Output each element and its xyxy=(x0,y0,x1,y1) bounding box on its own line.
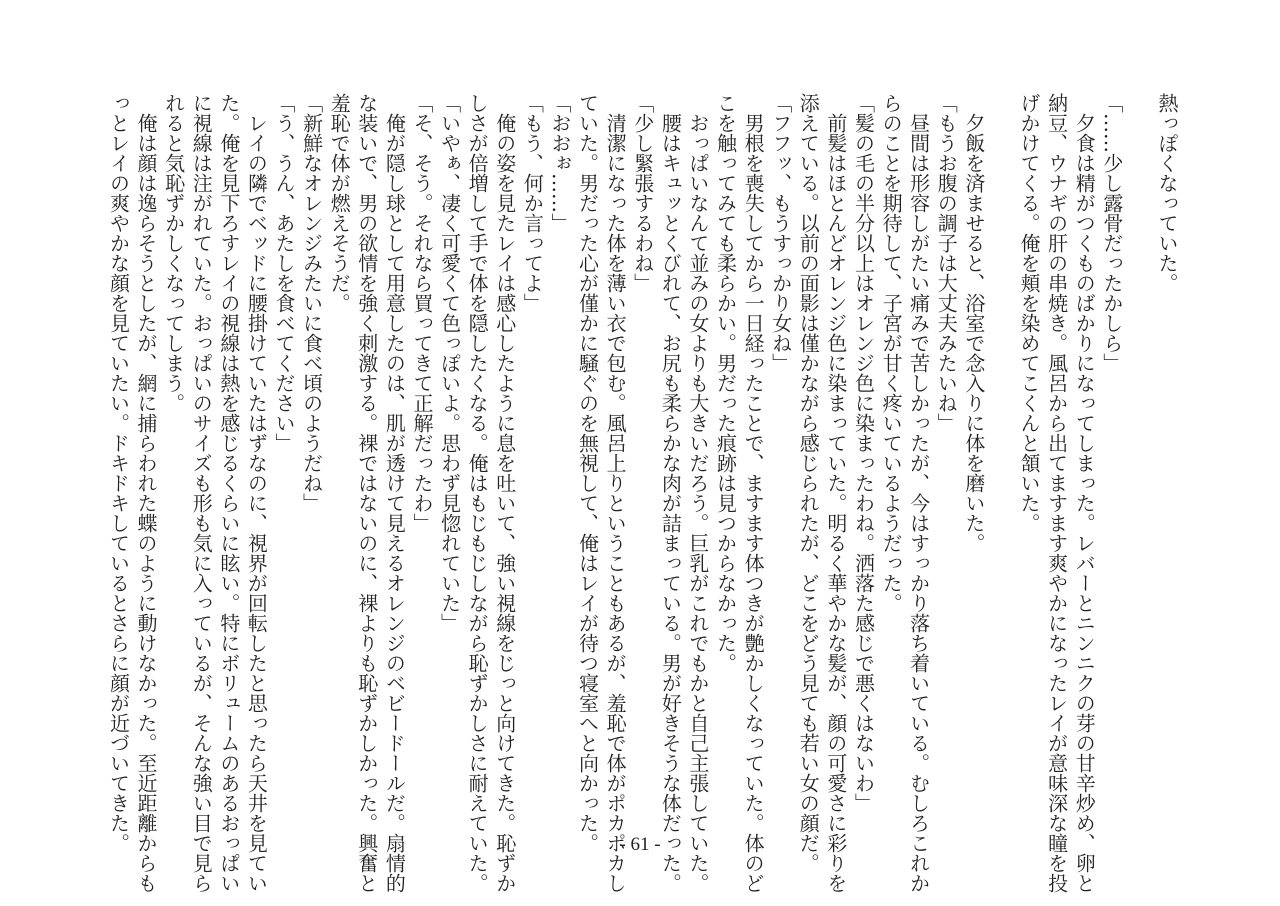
text-line: 俺の姿を見たレイは感心したように息を吐いて、強い視線をじっと向けてきた。恥ずか xyxy=(492,93,517,893)
text-line: 昼間は形容しがたい痛みで苦しかったが、今はすっかり落ち着いている。むしろこれか xyxy=(906,93,931,893)
text-line: レイの隣でベッドに腰掛けていたはずなのに、視界が回転したと思ったら天井を見てい xyxy=(244,93,269,893)
text-line: 「フフッ、もうすっかり女ね」 xyxy=(768,93,793,373)
text-line: 夕飯を済ませると、浴室で念入りに体を磨いた。 xyxy=(961,93,986,553)
text-line: な装いで、男の欲情を強く刺激する。裸ではないのに、裸よりも恥ずかしかった。興奮と xyxy=(354,93,379,893)
text-line: れると気恥ずかしくなってしまう。 xyxy=(161,93,186,413)
text-line: に視線は注がれていた。おっぱいのサイズも形も気に入っているが、そんな強い目で見ら xyxy=(189,93,214,893)
text-line: 羞恥で体が燃えそうだ。 xyxy=(327,93,352,313)
text-line: こを触ってみても柔らかい。男だった痕跡は見つからなかった。 xyxy=(713,93,738,673)
page-number: - 61 - xyxy=(619,834,661,855)
text-line: 熱っぽくなっていた。 xyxy=(1155,93,1179,293)
text-line: 腰はキュッとくびれて、お尻も柔らかな肉が詰まっている。男が好きそうな体だった。 xyxy=(658,93,683,893)
text-line: 前髪はほとんどオレンジ色に染まっていた。明るく華やかな髪が、顔の可愛さに彩りを xyxy=(823,93,848,893)
text-line: 男根を喪失してから一日経ったことで、ますます体つきが艶かしくなっていた。体のど xyxy=(741,93,766,893)
text-line: ていた。男だった心が僅かに騒ぐのを無視して、俺はレイが待つ寝室へと向かった。 xyxy=(575,93,600,853)
text-line: た。俺を見下ろすレイの視線は熱を感じるくらいに眩い。特にボリュームのあるおっぱい xyxy=(216,93,241,893)
text-line: らのことを期待して、子宮が甘く疼いているようだった。 xyxy=(879,93,904,613)
text-line: 「もう、何か言ってよ」 xyxy=(520,93,545,313)
text-line: 「……少し露骨だったかしら」 xyxy=(1099,93,1124,373)
text-line: 俺が隠し球として用意したのは、肌が透けて見えるオレンジのベビードールだ。扇情的 xyxy=(382,93,407,893)
text-line: 「新鮮なオレンジみたいに食べ頃のようだね」 xyxy=(299,93,324,513)
text-line: 「おおぉ……」 xyxy=(547,93,572,233)
text-line: しさが倍増して手で体を隠したくなる。俺はもじもじしながら恥ずかしさに耐えていた。 xyxy=(465,93,490,893)
text-line: おっぱいなんて並みの女よりも大きいだろう。巨乳がこれでもかと自己主張していた。 xyxy=(685,93,710,893)
blank-line xyxy=(987,93,1015,94)
text-line: 俺は顔は逸らそうとしたが、網に捕らわれた蝶のように動けなかった。至近距離からも xyxy=(134,93,159,893)
text-line: 「少し緊張するわね」 xyxy=(630,93,655,293)
text-line: げかけてくる。俺を頬を染めてこくんと頷いた。 xyxy=(1017,93,1042,533)
text-line: 「う、うん、あたしを食べてください」 xyxy=(272,93,296,453)
text-line: っとレイの爽やかな顔を見ていたい。ドキドキしているとさらに顔が近づいてきた。 xyxy=(106,93,131,853)
text-line: 夕食は精がつくものばかりになってしまった。レバーとニンニクの芽の甘辛炒め、卵と xyxy=(1072,93,1097,893)
text-line: 納豆、ウナギの肝の串焼き。風呂から出てますます爽やかになったレイが意味深な瞳を投 xyxy=(1044,93,1069,893)
blank-line xyxy=(1125,93,1153,94)
text-line: 「髪の毛の半分以上はオレンジ色に染まったわね。洒落た感じで悪くはないわ」 xyxy=(851,93,876,813)
text-line: 「そ、そう。それなら買ってきて正解だったわ」 xyxy=(409,93,434,533)
text-line: 清潔になった体を薄い衣で包む。風呂上りということもあるが、羞恥で体がポカポカし xyxy=(603,93,628,893)
text-line: 添えている。以前の面影は僅かながら感じられたが、どこをどう見ても若い女の顔だ。 xyxy=(796,93,821,873)
text-line: 「もうお腹の調子は大丈夫みたいね」 xyxy=(934,93,959,433)
text-line: 「いやぁ、凄く可愛くて色っぽいよ。思わず見惚れていた」 xyxy=(437,93,462,633)
